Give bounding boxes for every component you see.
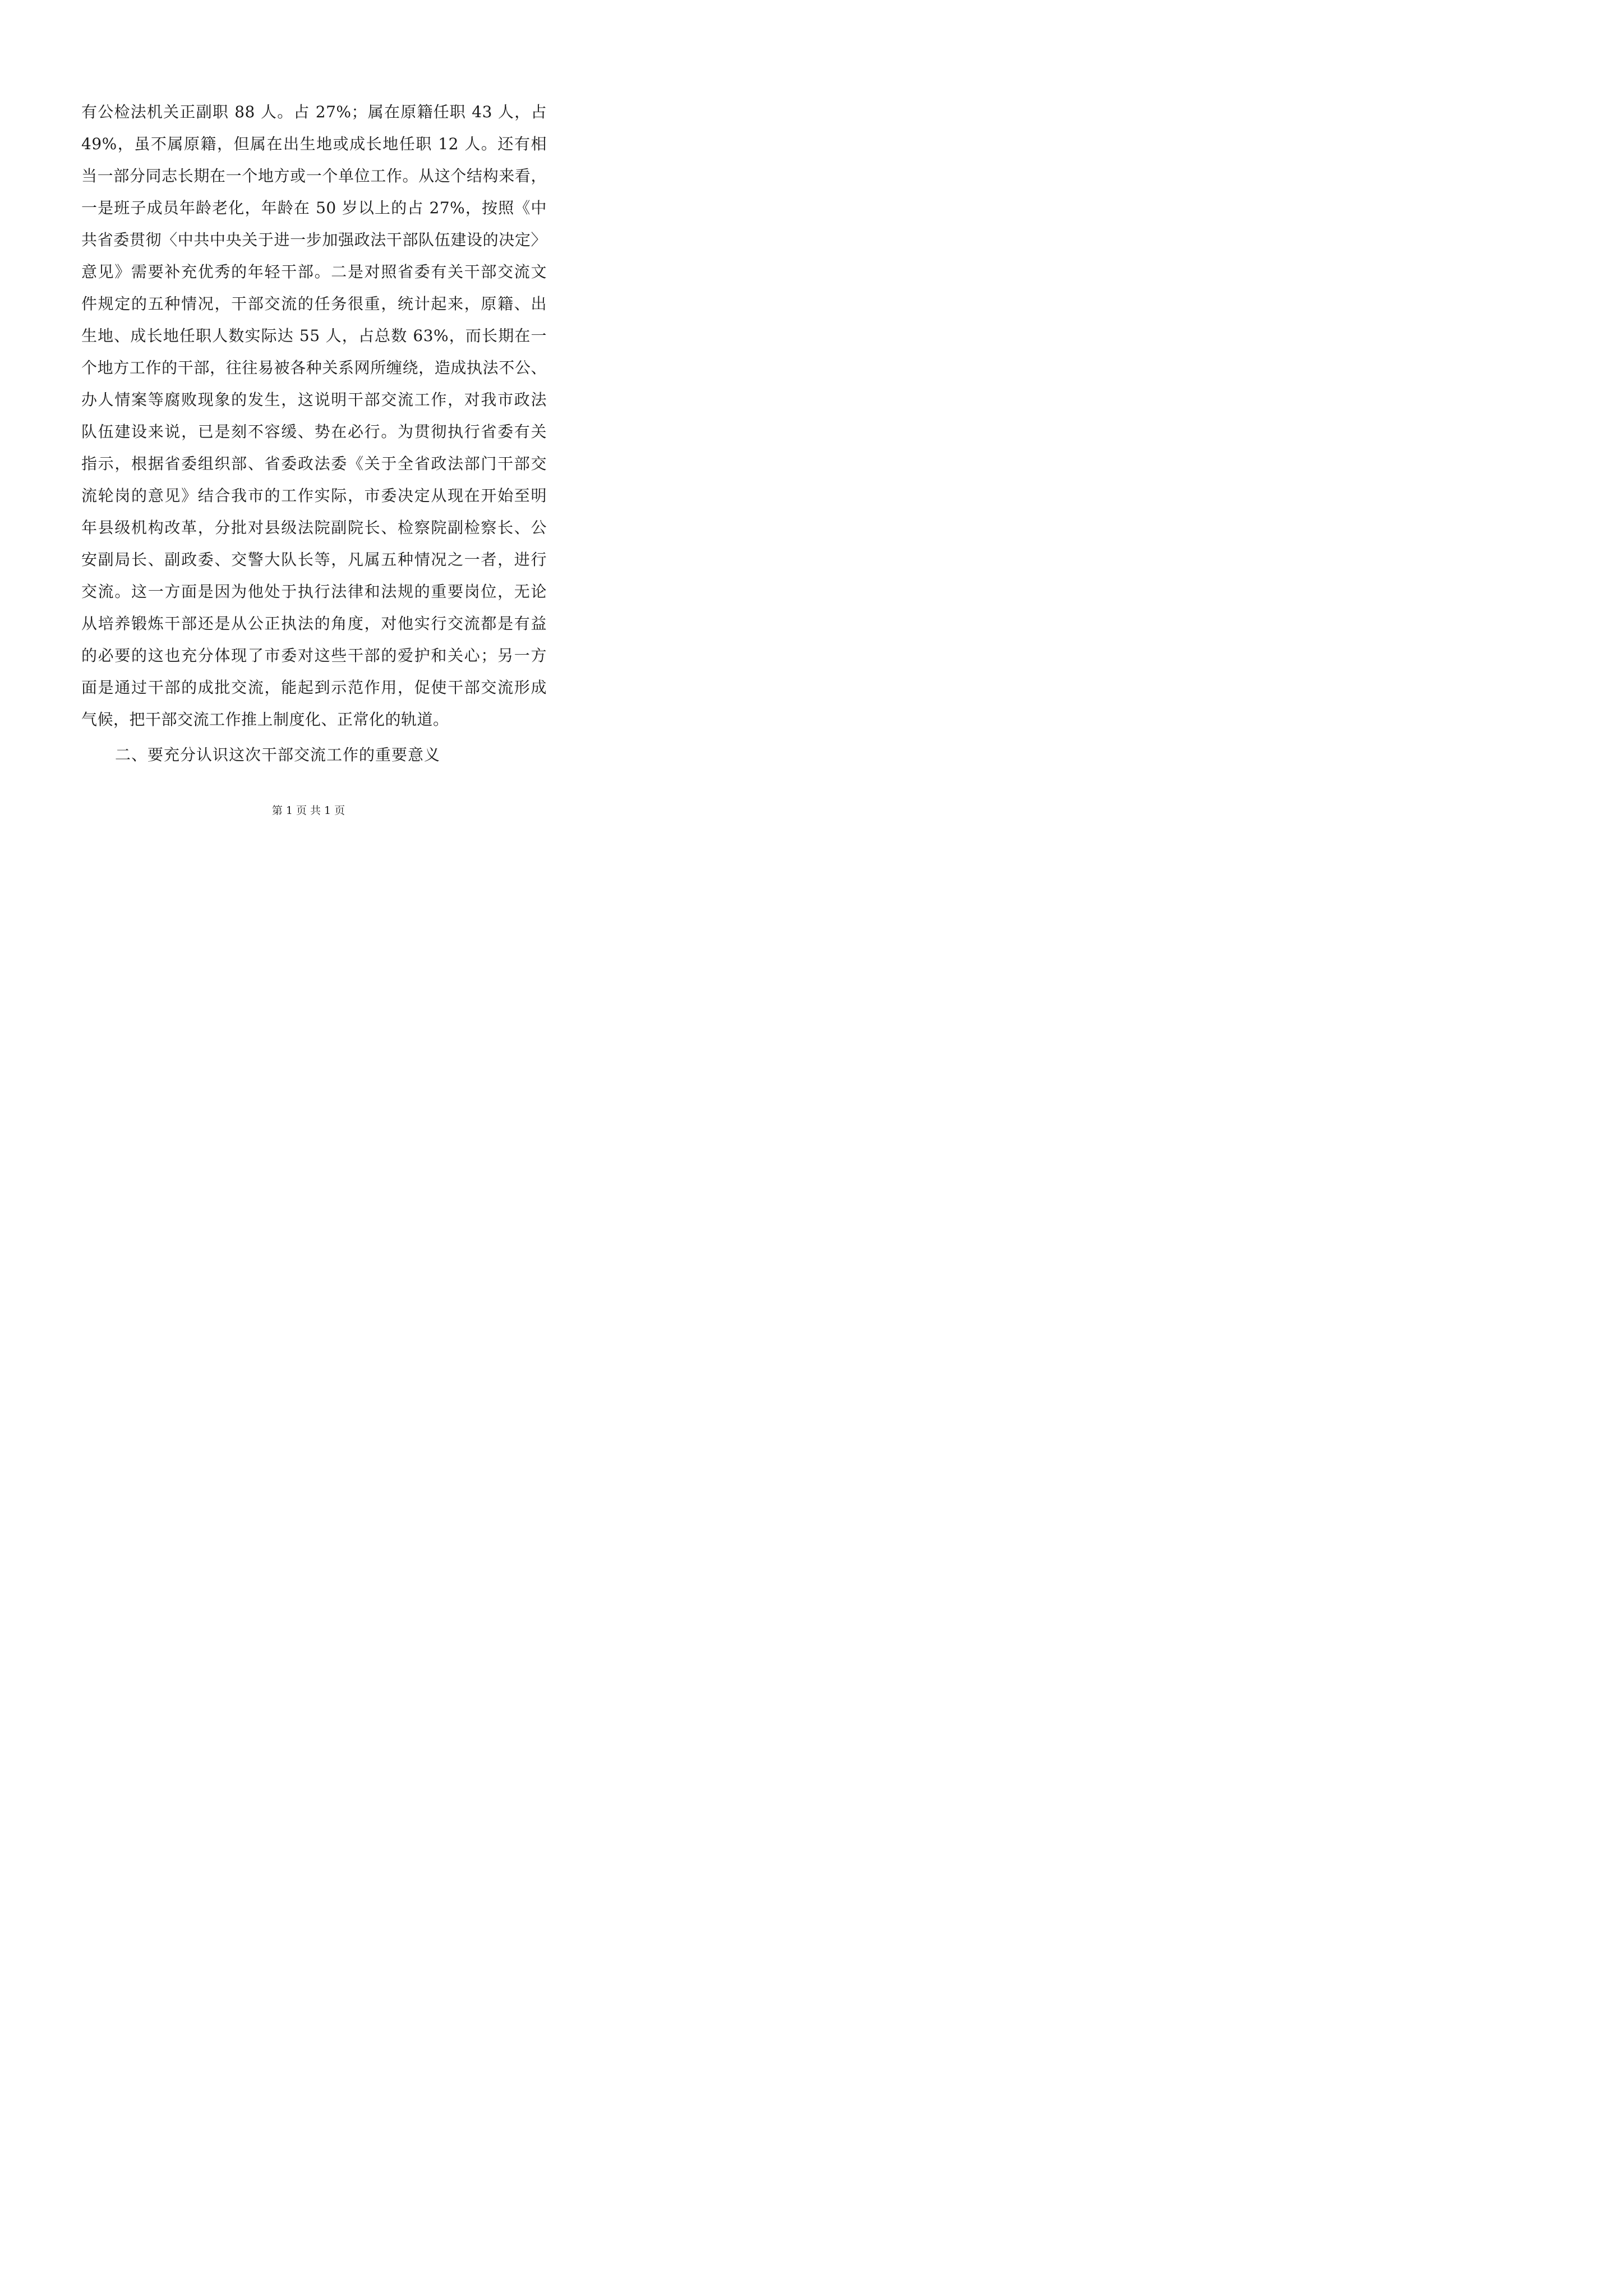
paragraph-line-16: 交流。这一方面是因为他处于执行法律和法规的重要岗位，无论 <box>81 582 547 601</box>
paragraph-line-20: 气候，把干部交流工作推上制度化、正常化的轨道。 <box>81 710 449 729</box>
paragraph-line-2: 49%，虽不属原籍，但属在出生地或成长地任职 12 人。还有相 <box>81 135 547 153</box>
section-heading: 二、要充分认识这次干部交流工作的重要意义 <box>115 746 441 764</box>
paragraph-line-17: 从培养锻炼干部还是从公正执法的角度，对他实行交流都是有益 <box>81 614 547 633</box>
paragraph-line-5: 共省委贯彻〈中共中央关于进一步加强政法干部队伍建设的决定〉 <box>81 231 547 249</box>
paragraph-line-11: 队伍建设来说，已是刻不容缓、势在必行。为贯彻执行省委有关 <box>81 422 547 441</box>
paragraph-line-1: 有公检法机关正副职 88 人。占 27%；属在原籍任职 43 人，占 <box>81 103 547 121</box>
paragraph-line-15: 安副局长、副政委、交警大队长等，凡属五种情况之一者，进行 <box>81 550 547 569</box>
paragraph-line-13: 流轮岗的意见》结合我市的工作实际，市委决定从现在开始至明 <box>81 486 547 505</box>
paragraph-line-7: 件规定的五种情况，干部交流的任务很重，统计起来，原籍、出 <box>81 295 547 313</box>
paragraph-line-3: 当一部分同志长期在一个地方或一个单位工作。从这个结构来看， <box>81 167 547 185</box>
paragraph-line-9: 个地方工作的干部，往往易被各种关系网所缠绕，造成执法不公、 <box>81 358 547 377</box>
paragraph-line-8: 生地、成长地任职人数实际达 55 人，占总数 63%，而长期在一 <box>81 326 547 345</box>
document-page <box>0 0 617 872</box>
paragraph-line-18: 的必要的这也充分体现了市委对这些干部的爱护和关心；另一方 <box>81 646 547 665</box>
paragraph-line-6: 意见》需要补充优秀的年轻干部。二是对照省委有关干部交流文 <box>81 263 547 281</box>
paragraph-line-4: 一是班子成员年龄老化，年龄在 50 岁以上的占 27%，按照《中 <box>81 199 547 217</box>
paragraph-line-10: 办人情案等腐败现象的发生，这说明干部交流工作，对我市政法 <box>81 390 547 409</box>
paragraph-line-12: 指示，根据省委组织部、省委政法委《关于全省政法部门干部交 <box>81 454 547 473</box>
page-footer: 第 1 页 共 1 页 <box>271 804 345 817</box>
paragraph-line-14: 年县级机构改革，分批对县级法院副院长、检察院副检察长、公 <box>81 518 547 537</box>
paragraph-line-19: 面是通过干部的成批交流，能起到示范作用，促使干部交流形成 <box>81 678 547 697</box>
